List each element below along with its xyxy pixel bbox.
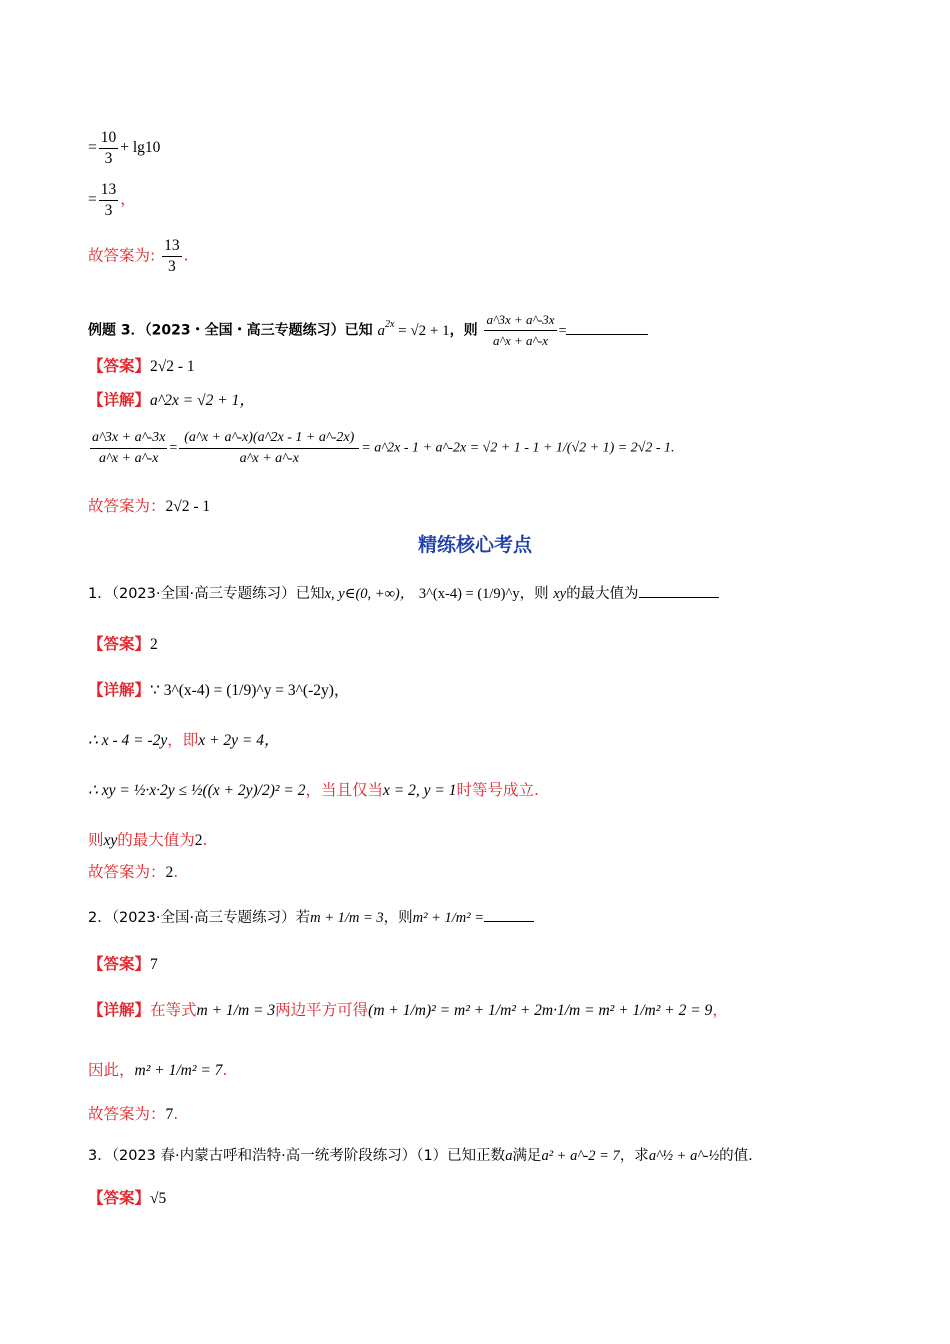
q1-step2: ∴ x - 4 = -2y，即x + 2y = 4， — [88, 731, 280, 749]
answer-label: 故答案为: — [88, 246, 156, 265]
q2-answer — [88, 954, 158, 975]
example3-fraction: $\frac{a\^{}3x + a\^{}-3x}{a\^{}x + a\^{}-x}$ — [486, 312, 555, 348]
mid-fraction: $\frac{(a\^{}x + a\^{}-x)(a\^{}2x - 1 + a\^{}-2x)}{a\^{}x + a\^{}-x}$ — [179, 428, 359, 469]
q1-answer — [88, 634, 158, 655]
example3-answer — [88, 356, 195, 377]
answer-label: 【答案】 — [88, 635, 151, 653]
q1-step3: ∴ xy = ½·x·2y ≤ ½((x + 2y)/2)² = 2，当且仅当x = 2, y = 1时等号成立. — [88, 781, 539, 799]
fraction-10-3: $\frac{10}{3}$ — [100, 129, 117, 167]
q3-heading: 3．（2023 春·内蒙古呼和浩特·高一统考阶段练习）（1）已知正数 — [88, 1148, 506, 1164]
top-answer: 故答案为: $\frac{13}{3}$ . — [88, 237, 189, 275]
lg-term: + lg10 — [120, 139, 161, 157]
section-title: 精练核心考点 — [417, 534, 532, 556]
q2-title: 2．（2023·全国·高三专题练习）若m + 1/m = 3，则m² + 1/m² = — [88, 908, 534, 928]
answer-blank — [639, 597, 719, 598]
q1-max: 则xy的最大值为2. — [88, 831, 208, 849]
answer-value: 2√2 - 1 — [150, 358, 195, 375]
answer-blank — [566, 334, 648, 335]
q2-heading: 2．（2023·全国·高三专题练习）若 — [88, 910, 311, 926]
answer-value: 7 — [150, 956, 158, 973]
answer-label: 【答案】 — [88, 357, 151, 375]
detail-step: a^2x = √2 + 1， — [150, 392, 255, 409]
example3-derivation: $\frac{a\^{}3x + a\^{}-3x}{a\^{}x + a\^{}-x}$ = $\frac{(a\^{}x + a\^{}-x)(a\^{}2x - 1 + a\^{}-2x)}{a\^{}x + a\^{}-x}$ = a^2x - 1 + a^-2x = √2 + 1 - 1 + 1/(√2 + 1) = 2√2 - 1. — [88, 428, 675, 469]
comma: ， — [120, 191, 136, 209]
answer-fraction: $\frac{13}{3}$ — [164, 237, 180, 275]
answer-value: √5 — [150, 1190, 167, 1207]
example3-title: 例题 3．（2023・全国・高三专题练习）已知 $a^{2x} = √2 + 1$，则 $\frac{a\^{}3x + a\^{}-3x}{a\^{}x + a\^{}-x}$ = — [88, 310, 648, 351]
lhs-fraction: $\frac{a\^{}3x + a\^{}-3x}{a\^{}x + a\^{}-x}$ — [92, 430, 166, 466]
example3-heading: 例题 3．（2023・全国・高三专题练习）已知 — [88, 322, 373, 339]
detail-label: 【详解】 — [88, 1001, 151, 1019]
detail-label: 【详解】 — [88, 391, 151, 409]
answer-value: 2 — [150, 636, 158, 653]
top-line-1 — [88, 128, 160, 169]
top-line-2 — [88, 180, 136, 221]
answer-label: 【答案】 — [88, 1189, 151, 1207]
q2-final: 故答案为：7. — [88, 1105, 179, 1123]
example3-detail — [88, 390, 255, 411]
example3-given: $a^{2x} = √2 + 1$ — [377, 318, 450, 339]
detail-step: ∵ 3^(x-4) = (1/9)^y = 3^(-2y)， — [150, 682, 350, 699]
answer-blank — [484, 921, 534, 922]
answer-label: 【答案】 — [88, 955, 151, 973]
q2-therefore: 因此，m² + 1/m² = 7. — [88, 1061, 228, 1079]
q2-detail: 【详解】在等式m + 1/m = 3两边平方可得(m + 1/m)² = m² + 1/m² + 2m·1/m = m² + 1/m² + 2 = 9， — [88, 1001, 728, 1019]
q1-equation: 3^(x-4) = (1/9)^y — [418, 586, 520, 602]
detail-label: 【详解】 — [88, 681, 151, 699]
example3-final — [88, 496, 210, 517]
q1-final: 故答案为：2. — [88, 863, 179, 881]
q1-title: 1．（2023·全国·高三专题练习）已知x, y∈(0, +∞)， 3^(x-4) = (1/9)^y，则 xy的最大值为 — [88, 584, 719, 604]
q3-title: 3．（2023 春·内蒙古呼和浩特·高一统考阶段练习）（1）已知正数a满足a² + a^-2 = 7，求a^½ + a^-½的值. — [88, 1148, 753, 1164]
final-value: 2√2 - 1 — [165, 498, 211, 515]
eq-sign: = — [88, 191, 97, 209]
eq-sign: = — [88, 139, 97, 157]
fraction-13-3: $\frac{13}{3}$ — [100, 181, 117, 219]
q3-answer — [88, 1188, 166, 1209]
final-label: 故答案为： — [88, 497, 166, 515]
q1-heading: 1．（2023·全国·高三专题练习）已知 — [88, 586, 325, 602]
q1-detail — [88, 680, 349, 701]
derivation-rest: = a^2x - 1 + a^-2x = √2 + 1 - 1 + 1/(√2 + 1) = 2√2 - 1. — [361, 440, 675, 456]
